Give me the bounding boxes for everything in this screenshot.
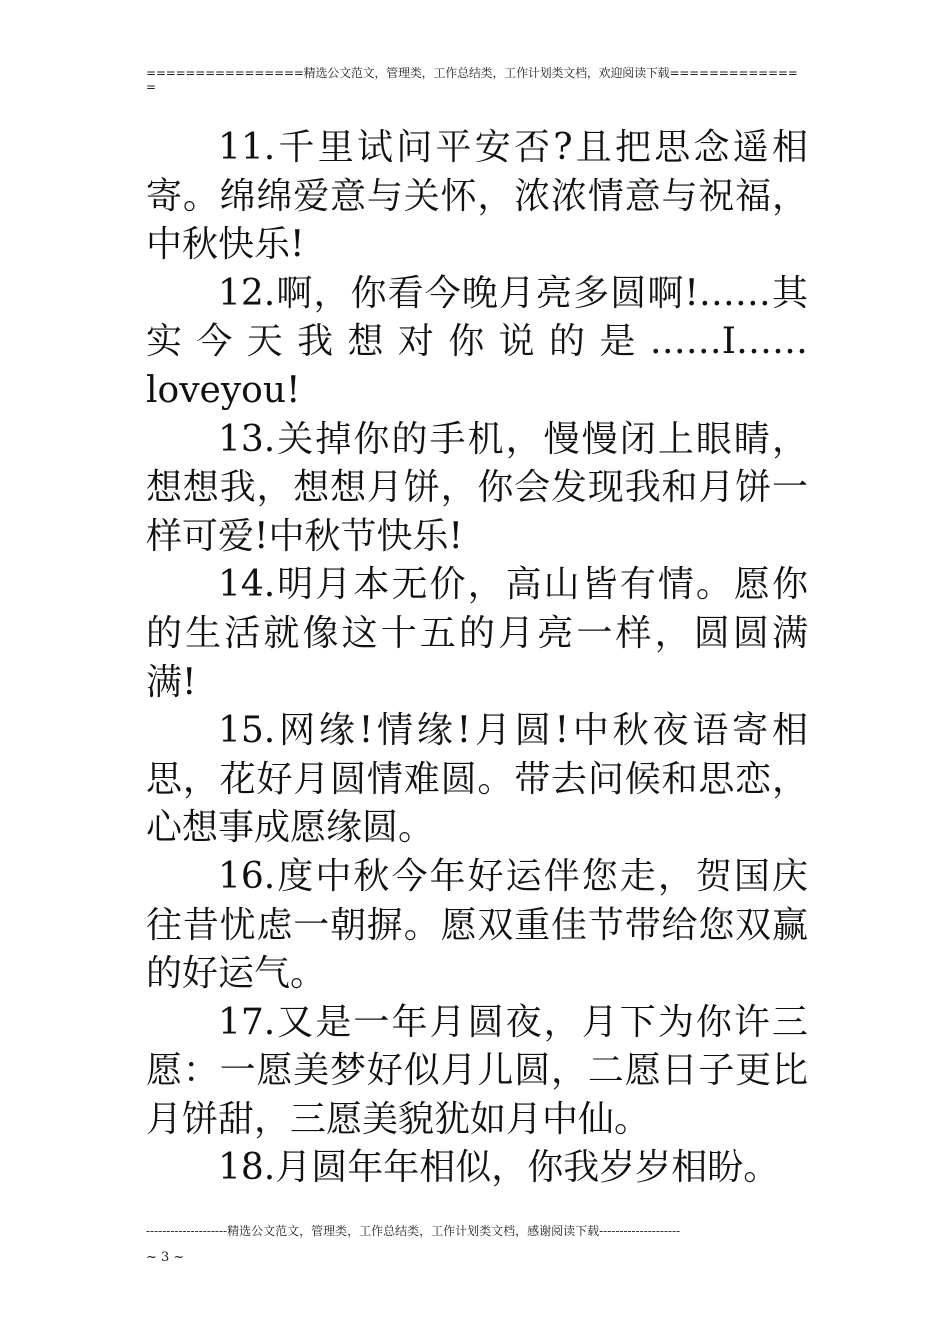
paragraph-18: 18.月圆年年相似，你我岁岁相盼。 — [218, 1147, 780, 1189]
paragraph-12: 12.啊，你看今晚月亮多圆啊!……其实今天我想对你说的是……I……loveyou! — [146, 272, 808, 411]
page-header — [146, 66, 810, 94]
page-number: ~ 3 ~ — [146, 1250, 185, 1265]
document-body — [146, 124, 808, 1193]
header-banner-overflow: = — [146, 80, 157, 94]
paragraph-13: 13.关掉你的手机，慢慢闭上眼睛，想想我，想想月饼，你会发现我和月饼一样可爱!中秋节快乐! — [146, 418, 808, 557]
paragraph-16: 16.度中秋今年好运伴您走，贺国庆往昔忧虑一朝摒。愿双重佳节带给您双赢的好运气。 — [146, 855, 808, 995]
paragraph-11: 11.千里试问平安否?且把思念遥相寄。绵绵爱意与关怀，浓浓情意与祝福，中秋快乐! — [146, 127, 808, 266]
header-banner-text: ================精选公文范文，管理类，工作总结类，工作计划类文档，欢迎阅读下载============= — [146, 66, 798, 80]
page-footer: --------------------精选公文范文，管理类，工作总结类，工作计划类文档，感谢阅读下载-------------------- — [146, 1224, 681, 1238]
paragraph-17: 17.又是一年月圆夜，月下为你许三愿：一愿美梦好似月儿圆，二愿日子更比月饼甜，三愿美貌犹如月中仙。 — [146, 1001, 808, 1140]
paragraph-14: 14.明月本无价，高山皆有情。愿你的生活就像这十五的月亮一样，圆圆满满! — [146, 564, 808, 703]
paragraph-15: 15.网缘!情缘!月圆!中秋夜语寄相思，花好月圆情难圆。带去问候和思恋，心想事成愿缘圆。 — [146, 710, 808, 849]
